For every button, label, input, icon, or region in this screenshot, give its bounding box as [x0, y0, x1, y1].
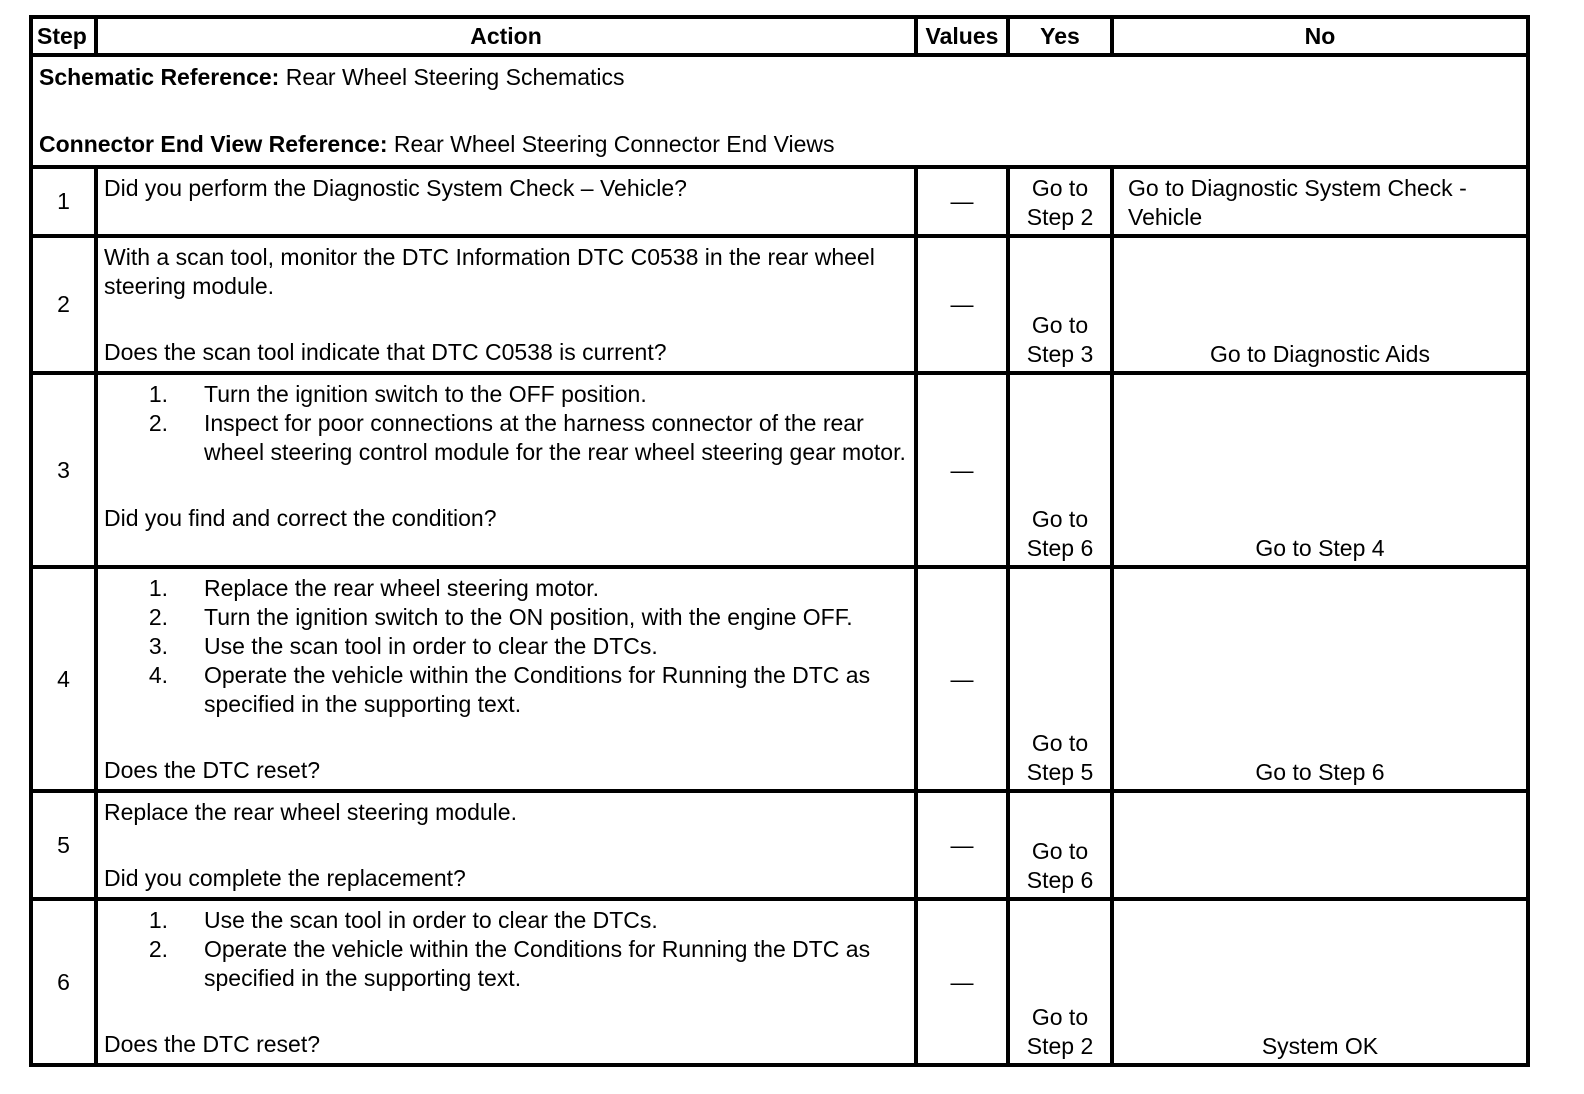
- reference-row: [31, 55, 1528, 167]
- header-values: Values: [916, 17, 1008, 55]
- no-cell: Go to Diagnostic Aids: [1112, 236, 1528, 373]
- yes-cell: [1008, 167, 1112, 236]
- step-number: 5: [31, 791, 96, 899]
- reference-cell: [31, 55, 1528, 167]
- yes-line: Step 6: [1026, 535, 1094, 561]
- header-yes: Yes: [1008, 17, 1112, 55]
- list-item: 2. Turn the ignition switch to the ON position, with the engine OFF.: [148, 604, 853, 630]
- action-cell: [96, 567, 916, 791]
- step-number: 4: [31, 567, 96, 791]
- step-number: 2: [31, 236, 96, 373]
- no-cell: System OK: [1112, 899, 1528, 1065]
- yes-line: Step 2: [1026, 1033, 1094, 1059]
- action-list: [104, 380, 908, 467]
- action-question: Did you complete the replacement?: [104, 865, 466, 891]
- list-item: 2. Operate the vehicle within the Conditions for Running the DTC as specified in the supporting text.: [148, 936, 871, 991]
- list-item: 1. Turn the ignition switch to the OFF position.: [148, 381, 647, 407]
- header-action: Action: [96, 17, 916, 55]
- no-cell: Go to Diagnostic System Check - Vehicle: [1112, 167, 1528, 236]
- yes-line: Go to: [1031, 506, 1089, 532]
- yes-cell: [1008, 791, 1112, 899]
- values-cell: —: [916, 791, 1008, 899]
- yes-line: Step 5: [1026, 759, 1094, 785]
- action-list: [104, 574, 908, 719]
- yes-line: Go to: [1031, 312, 1089, 338]
- header-row: [31, 17, 1528, 55]
- list-item: 2. Inspect for poor connections at the harness connector of the rear wheel steering control module for the rear wheel steering gear motor.: [148, 410, 906, 465]
- table-row: [31, 899, 1528, 1065]
- yes-line: Go to: [1031, 175, 1089, 201]
- schematic-value: Rear Wheel Steering Schematics: [279, 64, 625, 90]
- connector-value: Rear Wheel Steering Connector End Views: [387, 131, 835, 157]
- yes-line: Step 3: [1026, 341, 1094, 367]
- table-row: [31, 791, 1528, 899]
- yes-line: Go to: [1031, 1004, 1089, 1030]
- action-cell: [96, 899, 916, 1065]
- action-question: Did you find and correct the condition?: [104, 505, 497, 531]
- step-number: 1: [31, 167, 96, 236]
- list-item: 1. Use the scan tool in order to clear the DTCs.: [148, 907, 658, 933]
- action-text: Replace the rear wheel steering module.: [104, 799, 517, 825]
- action-cell: [96, 167, 916, 236]
- schematic-label: Schematic Reference:: [39, 64, 280, 90]
- action-question: Does the scan tool indicate that DTC C0538 is current?: [104, 339, 667, 365]
- yes-line: Step 6: [1026, 867, 1094, 893]
- no-cell: Go to Step 4: [1112, 373, 1528, 567]
- action-text: Did you perform the Diagnostic System Check – Vehicle?: [104, 175, 687, 201]
- yes-cell: [1008, 899, 1112, 1065]
- table-row: [31, 373, 1528, 567]
- table-row: [31, 236, 1528, 373]
- step-number: 6: [31, 899, 96, 1065]
- yes-cell: [1008, 567, 1112, 791]
- values-cell: —: [916, 236, 1008, 373]
- list-item: 1. Replace the rear wheel steering motor.: [148, 575, 600, 601]
- step-number: 3: [31, 373, 96, 567]
- no-cell: Go to Step 6: [1112, 567, 1528, 791]
- values-cell: —: [916, 373, 1008, 567]
- connector-label: Connector End View Reference:: [39, 131, 388, 157]
- values-cell: —: [916, 167, 1008, 236]
- action-cell: [96, 791, 916, 899]
- action-list: [104, 906, 908, 993]
- action-cell: [96, 373, 916, 567]
- yes-line: Go to: [1031, 730, 1089, 756]
- list-item: 4. Operate the vehicle within the Conditions for Running the DTC as specified in the supporting text.: [148, 662, 871, 717]
- no-cell: [1112, 791, 1528, 899]
- header-step: Step: [31, 17, 96, 55]
- values-cell: —: [916, 899, 1008, 1065]
- action-question: Does the DTC reset?: [104, 1031, 321, 1057]
- action-text: With a scan tool, monitor the DTC Information DTC C0538 in the rear wheel steering module.: [104, 244, 875, 299]
- table-row: [31, 167, 1528, 236]
- yes-cell: [1008, 373, 1112, 567]
- yes-line: Go to: [1031, 838, 1089, 864]
- yes-line: Step 2: [1026, 204, 1094, 230]
- header-no: No: [1112, 17, 1528, 55]
- yes-cell: [1008, 236, 1112, 373]
- list-item: 3. Use the scan tool in order to clear the DTCs.: [148, 633, 658, 659]
- action-question: Does the DTC reset?: [104, 757, 321, 783]
- action-cell: [96, 236, 916, 373]
- diagnostic-table: [29, 15, 1530, 1067]
- values-cell: —: [916, 567, 1008, 791]
- table-row: [31, 567, 1528, 791]
